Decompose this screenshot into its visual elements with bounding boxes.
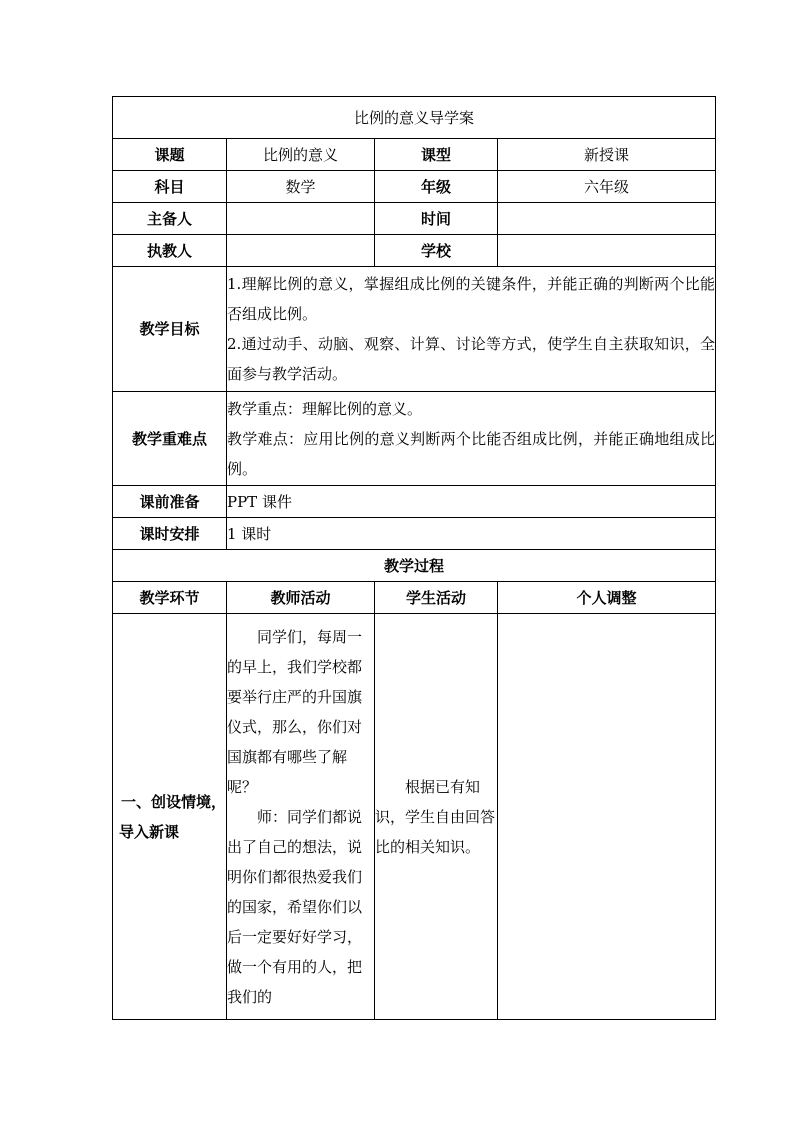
time-label: 时间 — [375, 203, 498, 235]
teacher-paragraph-1: 同学们，每周一的早上，我们学校都要举行庄严的升国旗仪式，那么，你们对国旗都有哪些了解呢？ — [227, 627, 363, 796]
prep-label: 课前准备 — [113, 486, 227, 518]
column-personal-adjustment: 个人调整 — [498, 582, 716, 614]
topic-label: 课题 — [113, 139, 227, 171]
personal-adjustment-cell[interactable] — [498, 614, 716, 1020]
grade-label: 年级 — [375, 171, 498, 203]
key-points-label: 教学重难点 — [113, 392, 227, 486]
preparer-value[interactable] — [227, 203, 375, 235]
lesson-plan-table — [112, 96, 716, 1020]
topic-value: 比例的意义 — [227, 139, 375, 171]
teacher-label: 执教人 — [113, 235, 227, 267]
preparer-label: 主备人 — [113, 203, 227, 235]
school-label: 学校 — [375, 235, 498, 267]
student-activity-cell — [375, 614, 498, 1020]
schedule-label: 课时安排 — [113, 518, 227, 550]
subject-value: 数学 — [227, 171, 375, 203]
goals-line-2: 2.通过动手、动脑、观察、计算、讨论等方式，使学生自主获取知识，全面参与教学活动。 — [227, 335, 716, 383]
goals-line-1: 1.理解比例的意义，掌握组成比例的关键条件，并能正确的判断两个比能否组成比例。 — [227, 275, 716, 323]
key-points-content — [227, 392, 716, 486]
document-title: 比例的意义导学案 — [113, 97, 716, 139]
column-student-activity: 学生活动 — [375, 582, 498, 614]
stage-line-1: 一、创设情境， — [120, 792, 226, 811]
time-value[interactable] — [498, 203, 716, 235]
schedule-value: 1 课时 — [227, 518, 716, 550]
subject-label: 科目 — [113, 171, 227, 203]
teacher-paragraph-2: 师：同学们都说出了自己的想法，说明你们都很热爱我们的国家，希望你们以后一定要好好学习，做一个有用的人，把我们的 — [227, 807, 363, 1006]
prep-value: PPT 课件 — [227, 486, 716, 518]
key-point-line-1: 教学重点：理解比例的意义。 — [227, 399, 423, 418]
type-label: 课型 — [375, 139, 498, 171]
column-teacher-activity: 教师活动 — [227, 582, 375, 614]
goals-content — [227, 267, 716, 392]
key-point-line-2: 教学难点：应用比例的意义判断两个比能否组成比例，并能正确地组成比例。 — [227, 429, 716, 478]
school-value[interactable] — [498, 235, 716, 267]
type-value: 新授课 — [498, 139, 716, 171]
stage-cell — [113, 614, 227, 1020]
teacher-value[interactable] — [227, 235, 375, 267]
goals-label: 教学目标 — [113, 267, 227, 392]
process-heading: 教学过程 — [113, 550, 716, 582]
teacher-activity-cell — [227, 614, 375, 1020]
stage-line-2: 导入新课 — [119, 822, 180, 841]
student-paragraph-1: 根据已有知识，学生自由回答比的相关知识。 — [375, 777, 496, 856]
column-stage: 教学环节 — [113, 582, 227, 614]
grade-value: 六年级 — [498, 171, 716, 203]
